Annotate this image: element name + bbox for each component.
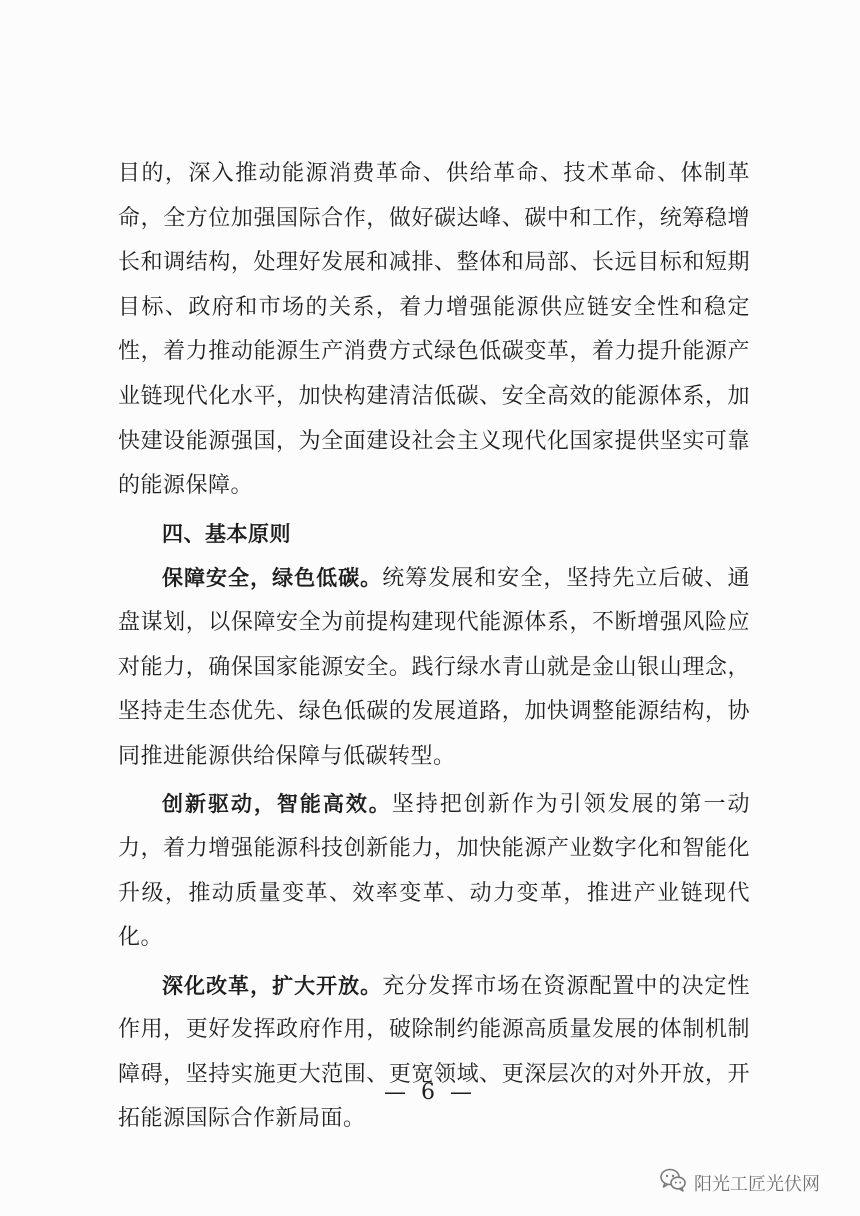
wechat-icon — [660, 1168, 686, 1197]
paragraph-line: 目标、政府和市场的关系，着力增强能源供应链安全性和稳定 — [118, 294, 750, 320]
principle-security — [118, 556, 750, 779]
principle-text: 坚持把创新作为引领发展的第一动 — [391, 792, 750, 818]
principle-first-line — [118, 964, 750, 1009]
principle-first-line — [118, 556, 750, 601]
paragraph-line: 快建设能源强国，为全面建设社会主义现代化国家提供坚实可靠 — [118, 428, 750, 454]
principle-title: 创新驱动，智能高效。 — [162, 792, 392, 817]
paragraph-line: 对能力，确保国家能源安全。践行绿水青山就是金山银山理念， — [118, 654, 750, 680]
principle-reform — [118, 964, 750, 1142]
paragraph-line: 性，着力推动能源生产消费方式绿色低碳变革，着力提升能源产 — [118, 339, 750, 365]
principle-text: 充分发挥市场在资源配置中的决定性 — [382, 973, 750, 999]
paragraph-line: 障碍，坚持实施更大范围、更宽领域、更深层次的对外开放，开 — [118, 1061, 750, 1087]
paragraph-line: 同推进能源供给保障与低碳转型。 — [118, 743, 456, 769]
principle-text: 统筹发展和安全，坚持先立后破、通 — [382, 566, 750, 592]
paragraph-line: 命，全方位加强国际合作，做好碳达峰、碳中和工作，统筹稳增 — [118, 205, 750, 231]
document-body — [118, 152, 750, 1142]
paragraph-line: 长和调结构，处理好发展和减排、整体和局部、长远目标和短期 — [118, 250, 750, 276]
watermark — [660, 1168, 820, 1197]
paragraph-line: 盘谋划，以保障安全为前提构建现代能源体系，不断增强风险应 — [118, 609, 750, 635]
principle-title: 保障安全，绿色低碳。 — [162, 566, 383, 591]
paragraph-line: 的能源保障。 — [118, 473, 254, 499]
page-number: — 6 — — [384, 1080, 476, 1105]
principle-first-line — [118, 782, 750, 827]
paragraph-line: 拓能源国际合作新局面。 — [118, 1106, 366, 1132]
principle-title: 深化改革，扩大开放。 — [162, 973, 383, 998]
paragraph-line: 作用，更好发挥政府作用，破除制约能源高质量发展的体制机制 — [118, 1017, 750, 1043]
paragraph-line: 坚持走生态优先、绿色低碳的发展道路，加快调整能源结构，协 — [118, 699, 750, 725]
intro-paragraph — [118, 152, 750, 509]
paragraph-line: 目的，深入推动能源消费革命、供给革命、技术革命、体制革 — [118, 161, 750, 186]
paragraph-line: 力，着力增强能源科技创新能力，加快能源产业数字化和智能化 — [118, 835, 750, 861]
paragraph-line: 升级，推动质量变革、效率变革、动力变革，推进产业链现代 — [118, 880, 750, 906]
paragraph-line: 业链现代化水平，加快构建清洁低碳、安全高效的能源体系，加 — [118, 383, 750, 409]
principle-innovation — [118, 782, 750, 960]
section-heading: 四、基本原则 — [162, 521, 291, 546]
watermark-text: 阳光工匠光伏网 — [694, 1173, 820, 1195]
paragraph-line: 化。 — [118, 925, 164, 951]
